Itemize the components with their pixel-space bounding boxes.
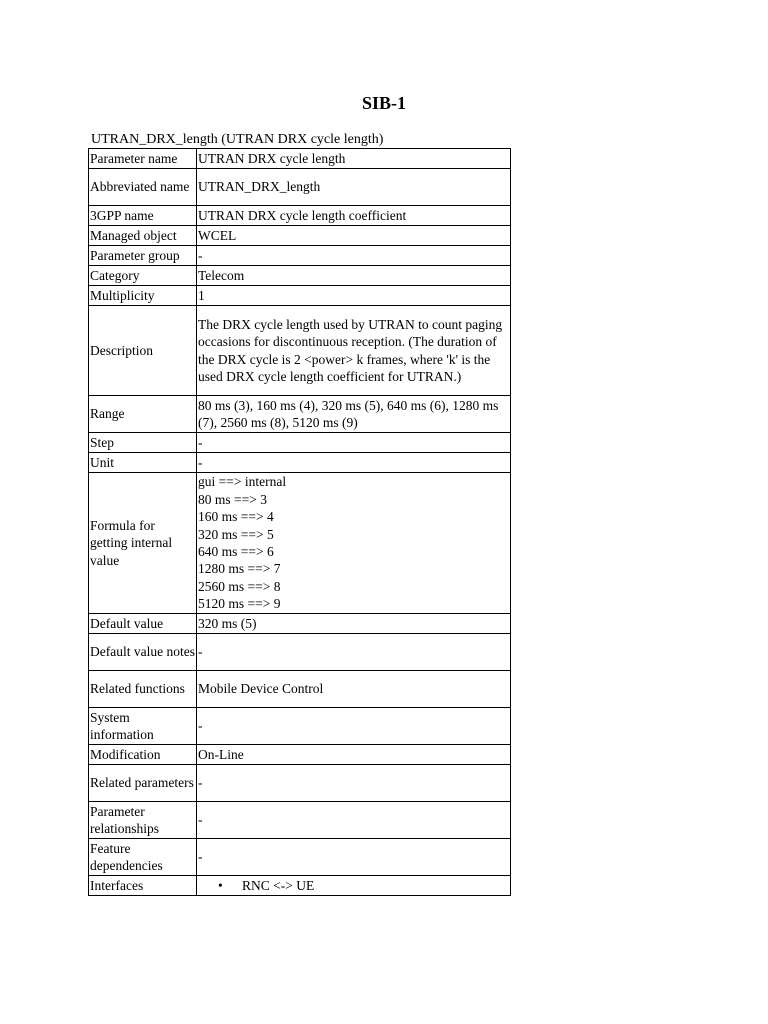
interfaces-list <box>198 877 509 894</box>
row-value: Mobile Device Control <box>197 671 511 708</box>
table-row <box>89 802 511 839</box>
table-row <box>89 765 511 802</box>
table-caption: UTRAN_DRX_length (UTRAN DRX cycle length) <box>91 132 384 147</box>
table-row <box>89 246 511 266</box>
table-row <box>89 634 511 671</box>
row-value: UTRAN_DRX_length <box>197 169 511 206</box>
row-label: Formula for getting internal value <box>89 473 197 614</box>
row-label: Step <box>89 433 197 453</box>
formula-value <box>197 473 511 614</box>
row-label: Default value notes <box>89 634 197 671</box>
table-row <box>89 286 511 306</box>
table-row <box>89 614 511 634</box>
row-value: 1 <box>197 286 511 306</box>
row-value: 320 ms (5) <box>197 614 511 634</box>
table-row <box>89 226 511 246</box>
bullet-icon: • <box>218 877 223 893</box>
row-value: - <box>197 708 511 745</box>
row-label: Modification <box>89 745 197 765</box>
row-label: System information <box>89 708 197 745</box>
interfaces-value <box>197 876 511 896</box>
formula-line: 2560 ms ==> 8 <box>198 578 281 594</box>
row-value: - <box>197 433 511 453</box>
row-label: Parameter relationships <box>89 802 197 839</box>
row-label: Multiplicity <box>89 286 197 306</box>
row-value: On-Line <box>197 745 511 765</box>
page-title: SIB-1 <box>361 93 406 113</box>
row-value: UTRAN DRX cycle length coefficient <box>197 206 511 226</box>
table-row <box>89 876 511 896</box>
row-value: Telecom <box>197 266 511 286</box>
list-item-text: RNC <-> UE <box>242 877 315 893</box>
row-value: UTRAN DRX cycle length <box>197 149 511 169</box>
row-label: Abbreviated name <box>89 169 197 206</box>
row-label: Category <box>89 266 197 286</box>
table-row <box>89 396 511 433</box>
row-label: Parameter group <box>89 246 197 266</box>
row-label: Feature dependencies <box>89 839 197 876</box>
row-label: Parameter name <box>89 149 197 169</box>
formula-line: gui ==> internal <box>198 474 287 490</box>
row-value: - <box>197 839 511 876</box>
formula-line: 5120 ms ==> 9 <box>198 596 281 612</box>
table-row <box>89 266 511 286</box>
formula-line: 1280 ms ==> 7 <box>198 561 281 577</box>
row-label: Related functions <box>89 671 197 708</box>
row-label: Description <box>89 306 197 396</box>
table-row <box>89 433 511 453</box>
formula-line: 160 ms ==> 4 <box>198 509 274 525</box>
table-row <box>89 745 511 765</box>
row-label: Related parameters <box>89 765 197 802</box>
table-row <box>89 206 511 226</box>
parameter-table <box>88 148 511 896</box>
row-label: Unit <box>89 453 197 473</box>
table-row <box>89 149 511 169</box>
row-label: 3GPP name <box>89 206 197 226</box>
table-row <box>89 671 511 708</box>
row-value: 80 ms (3), 160 ms (4), 320 ms (5), 640 ms (6), 1280 ms (7), 2560 ms (8), 5120 ms (9) <box>197 396 511 433</box>
row-label: Range <box>89 396 197 433</box>
table-row <box>89 708 511 745</box>
row-label: Interfaces <box>89 876 197 896</box>
row-value: - <box>197 634 511 671</box>
table-row <box>89 169 511 206</box>
formula-line: 320 ms ==> 5 <box>198 526 274 542</box>
formula-line: 80 ms ==> 3 <box>198 491 267 507</box>
table-row <box>89 839 511 876</box>
row-value: WCEL <box>197 226 511 246</box>
row-label: Managed object <box>89 226 197 246</box>
table-row <box>89 453 511 473</box>
row-value: - <box>197 453 511 473</box>
row-value: - <box>197 765 511 802</box>
row-value: The DRX cycle length used by UTRAN to count paging occasions for discontinuous reception. (The duration of the DRX cycle is 2 <power> k frames, where 'k' is the used DRX cycle length coefficient for UTRAN.) <box>197 306 511 396</box>
formula-line: 640 ms ==> 6 <box>198 544 274 559</box>
row-label: Default value <box>89 614 197 634</box>
row-value: - <box>197 802 511 839</box>
row-value: - <box>197 246 511 266</box>
table-row <box>89 473 511 614</box>
list-item <box>218 877 509 894</box>
table-row <box>89 306 511 396</box>
